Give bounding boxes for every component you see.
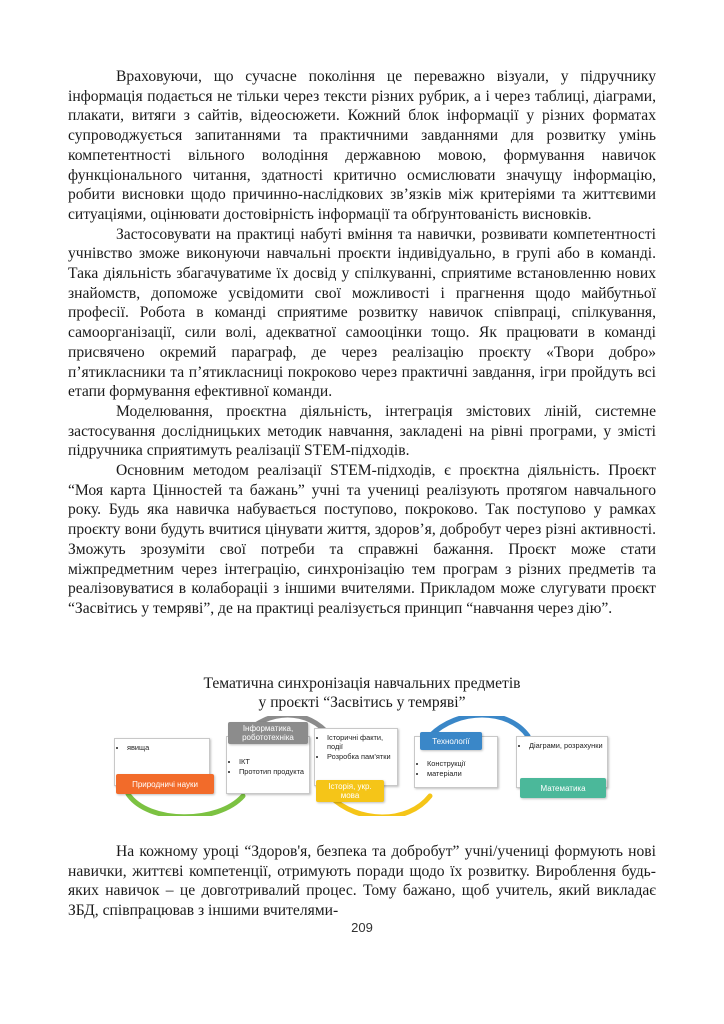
caption-line: у проєкті “Засвітись у темряві” <box>258 694 466 711</box>
card-item: • Конструкції <box>427 759 494 768</box>
card-item: • Прототип продукта <box>239 767 306 776</box>
connector-arc <box>128 794 243 816</box>
paragraph: На кожному уроці “Здоров'я, безпека та добробут” учні/учениці формують нові навички, життєві компетенції, отримують поради щодо їх розвитку. Вироблення будь-яких навичок – це довготривалий процес. Тому бажано, щоб учитель, який викладає ЗБД, співпрацював з іншими вчителями- <box>68 843 656 920</box>
card-item: • ІКТ <box>239 757 306 766</box>
informatics-label: Інформатика, робототехніка <box>228 722 308 744</box>
history-card <box>314 728 398 786</box>
caption-line: Тематична синхронізація навчальних предметів <box>203 675 521 692</box>
paragraph: Основним методом реалізації STEM-підходів, є проєктна діяльність. Проєкт “Моя карта Цінностей та бажань” учні та учениці реалізують протягом навчального року. Будь яка навичка набувається поступово, покроково. Так поступово у рамках проєкту вони будуть вчитися цінувати життя, здоров’я, добробут через різні активності. Зможуть зрозуміти свої потреби та справжні бажання. Проєкт може стати міжпредметним через інтеграцію, синхронізацію тем програм з різних предметів та реалізовуватися в колабораціі з іншими вчителями. Прикладом може слугувати проєкт “Засвітись у темряві”, де на практиці реалізується принцип “навчання через дію”. <box>68 462 656 617</box>
history-label: Історія, укр. мова <box>316 780 384 802</box>
card-item: • явища <box>127 743 206 752</box>
natural-sciences-label: Природничі науки <box>116 774 214 794</box>
figure-caption <box>68 674 656 712</box>
informatics-card <box>226 736 310 794</box>
math-label: Математика <box>520 778 606 798</box>
paragraph: Враховуючи, що сучасне покоління це переважно візуали, у підручнику інформація подається не тільки через тексти різних рубрик, а і через таблиці, діаграми, плакати, витяги з сайтів, відеосюжети. Кожний блок інформації у різних форматах супроводжується запитаннями та практичними завданнями для розвитку умінь компетентності вільного володіння державною мовою, формування навичок функціонального читання, здатності критично осмислювати значущу інформацію, робити висновки щодо причинно-наслідкових зв’язків між критеріями та життєвими ситуаціями, оцінювати достовірність інформації та обґрунтованість висновків. <box>68 68 656 223</box>
paragraph: Застосовувати на практиці набуті вміння та навички, розвивати компетентності учнівство зможе виконуючи навчальні проєкти індивідуально, в групі або в команді. Така діяльність збагачуватиме їх досвід у спілкуванні, сприятиме встановленню нових знайомств, допоможе усвідомити свої можливості і прагнення щодо майбутньої професії. Робота в команді сприятиме розвитку навичок співпраці, спілкування, самоорганізації, сили волі, адекватної самооцінки тощо. Як працювати в команді присвячено окремий параграф, де через реалізацію проєкту «Твори добро» п’ятикласники та п’ятикласниці покроково через практичні завдання, ігри пройдуть всі етапи формування ефективної команди. <box>68 225 656 401</box>
card-item: • Розробка пам’ятки <box>327 752 394 761</box>
body-text-top <box>68 67 656 619</box>
paragraph: Моделювання, проєктна діяльність, інтеграція змістових ліній, системне застосування дослідницьких методик навчання, закладені на рівні програми, у змісті підручника сприятимуть реалізації STEM-підходів. <box>68 402 656 460</box>
page-number: 209 <box>351 920 373 935</box>
card-item: • матеріали <box>427 769 494 778</box>
technology-label: Технології <box>420 732 482 750</box>
subject-sync-diagram <box>108 716 628 816</box>
card-item: • Діаграми, розрахунки <box>529 741 604 750</box>
card-item: • Історичні факти, події <box>327 733 394 751</box>
body-text-bottom <box>68 842 656 921</box>
